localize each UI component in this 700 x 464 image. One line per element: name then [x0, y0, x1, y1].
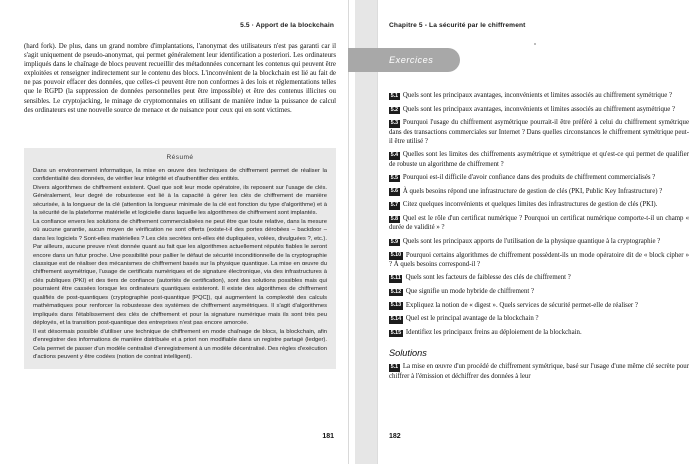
exercise-number-badge: 5.12: [390, 288, 402, 295]
exercise-number-badge: 5.9: [390, 238, 399, 245]
exercise-text: Que signifie un mode hybride de chiffrement ?: [405, 287, 535, 295]
exercise-number-badge: 5.11: [390, 275, 401, 282]
resume-paragraph: Dans un environnement informatique, la mise en œuvre des techniques de chiffrement permet de réaliser la confidentialité des données, de vérifier leur intégrité et d'authentifier des entités.: [33, 168, 327, 183]
resume-box: [24, 148, 336, 369]
solution-item: [389, 362, 689, 380]
exercise-item: [389, 251, 689, 269]
solutions-heading: Solutions: [389, 348, 427, 359]
exercise-number-badge: 5.13: [390, 302, 402, 309]
exercise-item: [389, 118, 689, 146]
exercise-text: Quels sont les principaux avantages, inconvénients et limites associés au chiffrement asymétrique ?: [402, 105, 676, 113]
exercise-item: [389, 237, 689, 246]
exercise-item: [389, 314, 689, 323]
exercise-number-badge: 5.1: [390, 92, 399, 99]
exercise-number-badge: 5.5: [390, 174, 399, 181]
resume-paragraph: Par ailleurs, aucune preuve n'est donnée quant au fait que les algorithmes actuellement réputés fiables le seront encore dans un futur proche. Une possibilité pour pallier le défaut de sécurité inconditionnelle de la cryptographie classique est de réaliser des mécanismes de chiffrement basés sur la physique quantique. La mise en œuvre du chiffrement asymétrique, l'usage de certificats numériques et de signature électronique, via des infrastructures à clés publiques (PKI) et des tiers de confiance (autorités de certification), sont des solutions possibles mais qui pourraient être cassées lorsque les ordinateurs quantiques existeront. Il existe des algorithmes de chiffrement qualifiés de post-quantiques (cryptographie post-quantique [PQC]), qui augmentent la complexité des calculs mathématiques pour renforcer la robustesse des systèmes de chiffrement asymétriques. Il s'agit d'algorithmes impliqués dans l'établissement des clés de chiffrement et pour la signature numérique mais ils sont très peu déployés, et la transition post-quantique des entreprises n'est pas encore amorcée.: [33, 244, 327, 327]
right-page: [348, 0, 700, 464]
exercise-text: Quel est le rôle d'un certificat numérique ? Pourquoi un certificat numérique comporte-t-il un champ « durée de validité » ?: [389, 215, 689, 232]
exercise-item: [389, 173, 689, 182]
exercise-item: [389, 287, 689, 296]
exercises-list: [389, 91, 689, 385]
exercise-item: [389, 273, 689, 282]
exercise-text: Pourquoi est-il difficile d'avoir confiance dans des produits de chiffrement commercialisés ?: [402, 173, 656, 181]
page-number-right: 182: [389, 433, 401, 440]
exercise-item: [389, 301, 689, 310]
exercise-text: Quel est le principal avantage de la blockchain ?: [405, 315, 539, 323]
exercise-item: [389, 150, 689, 168]
solution-text: La mise en œuvre d'un procédé de chiffrement symétrique, basé sur l'usage d'une même clé secrète pour chiffrer à l'émission et déchiffrer des données à leur: [389, 363, 689, 380]
exercise-item: [389, 105, 689, 114]
exercise-number-badge: 5.3: [390, 120, 399, 127]
exercise-text: À quels besoins répond une infrastructure de gestion de clés (PKI, Public Key Infrastructure) ?: [402, 187, 663, 195]
exercise-item: [389, 187, 689, 196]
left-page: [0, 0, 348, 464]
resume-paragraph: Il est désormais possible d'utiliser une technique de chiffrement en mode chaînage de blocs, la blockchain, afin d'enregistrer des informations de manière distribuée et a priori non modifiable dans un registre partagé (ledger). Cela permet de passer d'un modèle centralisé d'enregistrement à un modèle décentralisé. Des règles d'exécution d'actions peuvent y être codées (notion de contrat intelligent).: [33, 328, 327, 360]
exercices-banner: [348, 48, 460, 72]
exercise-text: Quelles sont les limites des chiffrements asymétrique et symétrique et qu'est-ce qui permet de qualifier de robuste un algorithme de chiffrement ?: [389, 151, 689, 168]
body-paragraph: (hard fork). De plus, dans un grand nombre d'implantations, l'anonymat des utilisateurs n'est pas garanti car il s'agit uniquement de pseudo-anonymat, qui permet généralement leur identification a posteriori. Les ordinateurs impliqués dans le chaînage de blocs peuvent recueillir des métadonnées concernant les contenus qui peuvent être exploitées et renseigner indirectement sur le contenu des blocs. L'inconvénient de la blockchain est lié au fait de ne pas pouvoir effacer des données, que celles-ci peuvent être non conformes à des lois et réglementations telles que le RGPD (la suppression de données personnelles peut être impossible) et être des contenus illicites ou sensibles. Le cryptojacking, le minage de cryptomonnaies en utilisant de manière indue la puissance de calcul des ordinateurs est une nouvelle source de menace et de nuisance pour ceux qui en sont victimes.: [24, 43, 336, 114]
running-head-left: 5.5 · Apport de la blockchain: [240, 22, 334, 29]
exercise-text: Quels sont les principaux avantages, inconvénients et limites associés au chiffrement symétrique ?: [402, 92, 673, 99]
exercise-text: Expliquez la notion de « digest ». Quels services de sécurité permet-elle de réaliser ?: [405, 301, 638, 309]
exercise-item: [389, 214, 689, 232]
exercise-text: Citez quelques inconvénients et quelques limites des infrastructures de gestion de clés (PKI).: [402, 201, 658, 209]
exercise-text: Quels sont les facteurs de faiblesse des clés de chiffrement ?: [405, 274, 571, 282]
exercise-number-badge: 5.15: [390, 329, 402, 336]
resume-paragraph: La confiance envers les solutions de chiffrement commercialisées ne peut être que toute relative, dans la mesure où aucune garantie, aucun moyen de vérification ne sont offerts (existe-t-il des portes dérobées – backdoor – dans les logiciels ? Sont-elles matérielles ? Les clés secrètes ont-elles été dupliquées, volées, divulguées ?, etc.).: [33, 218, 327, 242]
exercise-item: [389, 91, 689, 100]
exercise-number-badge: 5.8: [390, 215, 399, 222]
exercise-text: Pourquoi l'usage du chiffrement asymétrique pourrait-il être préféré à celui du chiffrement symétrique dans des transactions commerciales sur Internet ? Dans quelles circonstances le chiffrement symétrique peut-il être utilisé ?: [389, 119, 689, 145]
exercise-text: Quels sont les principaux apports de l'utilisation de la physique quantique à la cryptographie ?: [402, 237, 661, 245]
page-speck: [534, 43, 536, 45]
exercise-item: [389, 328, 689, 337]
exercise-number-badge: 5.2: [390, 106, 399, 113]
exercices-banner-label: Exercices: [389, 55, 434, 65]
exercise-item: [389, 200, 689, 209]
exercise-number-badge: 5.6: [390, 188, 399, 195]
running-head-right: Chapitre 5 - La sécurité par le chiffrement: [389, 22, 526, 29]
exercise-text: Identifiez les principaux freins au déploiement de la blockchain.: [405, 329, 582, 337]
exercise-number-badge: 5.7: [390, 202, 399, 209]
left-text-column: [24, 42, 336, 115]
exercise-number-badge: 5.4: [390, 152, 399, 159]
resume-title: Résumé: [166, 154, 194, 161]
solution-number-badge: 5.1: [390, 364, 399, 371]
exercise-number-badge: 5.10: [390, 252, 402, 259]
page-number-left: 181: [322, 433, 334, 440]
exercise-text: Pourquoi certains algorithmes de chiffrement possèdent-ils un mode opératoire dit de « block cipher » ? À quels besoins correspond-il ?: [389, 251, 689, 268]
resume-paragraph: Divers algorithmes de chiffrement existent. Quel que soit leur mode opératoire, ils reposent sur l'usage de clés. Généralement, leur degré de robustesse est lié à la capacité à gérer les clés de chiffrement de manière sécurisée, à la longueur de la clé (attention la longueur minimale de la clé est fonction du type d'algorithme) et à la sécurité de la plateforme matérielle et logicielle dans laquelle les algorithmes de chiffrement sont implantés.: [33, 184, 327, 217]
exercise-number-badge: 5.14: [390, 316, 402, 323]
